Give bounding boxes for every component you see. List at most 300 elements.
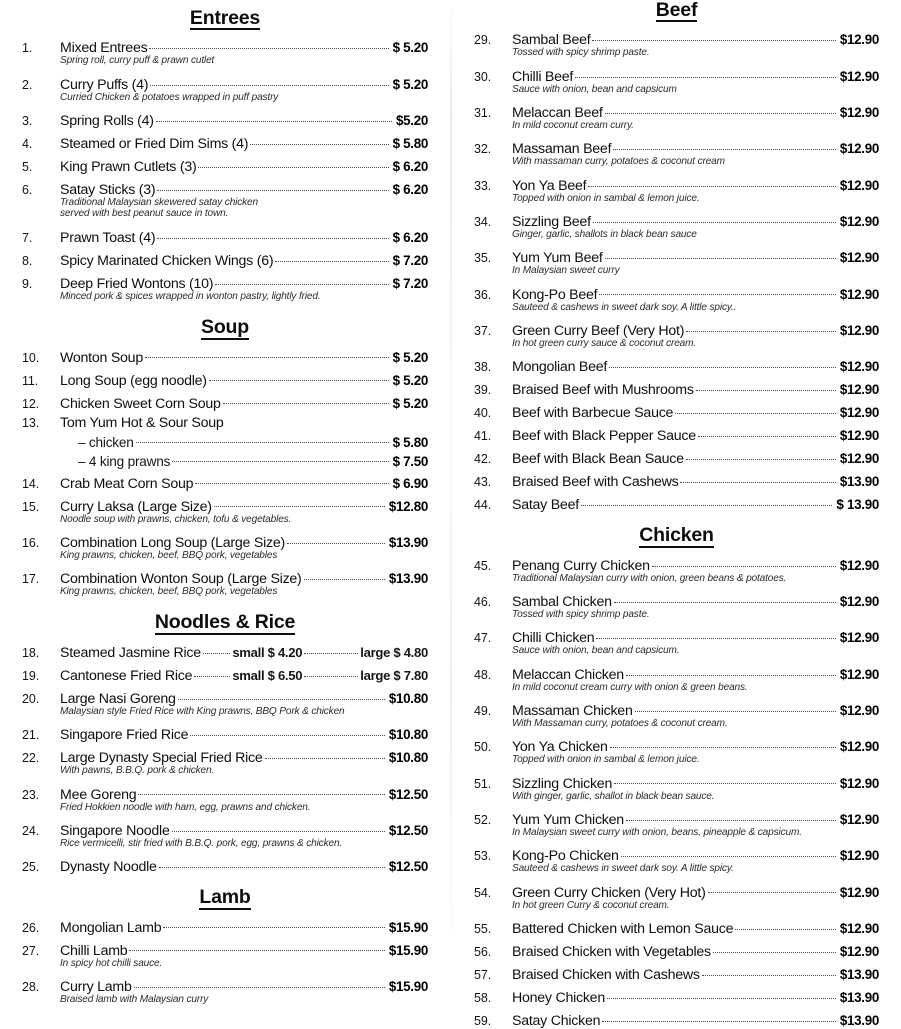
menu-item [22, 641, 428, 661]
menu-item-body [60, 531, 428, 562]
menu-item-price: $12.90 [839, 32, 879, 48]
menu-item-name: Battered Chicken with Lemon Sauce [512, 920, 734, 937]
section-title: Lamb [199, 886, 251, 909]
dot-leader [608, 735, 838, 751]
menu-item-row [474, 447, 879, 467]
menu-item-price: $ 5.20 [392, 76, 428, 92]
menu-item-number: 6. [22, 183, 33, 198]
dot-leader [302, 664, 360, 680]
menu-item-name-row [512, 963, 879, 983]
menu-item-number: 35. [474, 251, 492, 266]
menu-item-name-row [512, 355, 879, 375]
dot-leader [192, 664, 232, 680]
menu-item-price: $12.90 [839, 848, 879, 864]
menu-item-body [512, 283, 879, 314]
menu-item [22, 178, 428, 221]
dot-leader [619, 844, 838, 860]
menu-item-name-row [60, 567, 428, 587]
dot-leader [600, 1009, 838, 1025]
menu-item-name-row [512, 65, 879, 85]
menu-item-name: Beef with Barbecue Sauce [512, 405, 674, 422]
menu-item-description: In Malaysian sweet curry with onion, beans, pineapple & capsicum. [512, 826, 802, 838]
dot-leader [591, 210, 838, 226]
menu-item-name-row [60, 819, 428, 839]
menu-item-price: $12.90 [839, 703, 879, 718]
section-header-wrap [474, 525, 879, 547]
menu-right-column [452, 0, 901, 1029]
menu-item-name-row [60, 495, 428, 515]
menu-item-name: Long Soup (egg noodle) [60, 372, 207, 389]
menu-item-description: Sauteed & cashews in sweet dark soy. A little spicy.. [512, 301, 737, 313]
menu-item-number: 53. [474, 849, 492, 864]
menu-item [22, 723, 428, 743]
menu-item-row [22, 472, 428, 492]
menu-item-name-row [512, 554, 879, 574]
dot-leader [733, 917, 838, 933]
menu-item-body [60, 641, 428, 661]
menu-item-price: $12.90 [839, 775, 879, 791]
menu-item-suboption-label: – chicken [78, 434, 134, 450]
menu-item-price: $12.50 [388, 859, 428, 875]
menu-item-row [22, 392, 428, 412]
menu-item [22, 746, 428, 777]
menu-item-price: $12.90 [839, 105, 879, 121]
menu-item-number: 58. [474, 990, 492, 1005]
menu-item [22, 495, 428, 526]
menu-item-name: Braised Beef with Mushrooms [512, 382, 694, 399]
menu-item-description: Spring roll, curry puff & prawn cutlet [60, 55, 215, 67]
menu-item-suboption-price: $ 7.50 [392, 453, 428, 469]
menu-item-price: $12.90 [839, 630, 879, 646]
menu-item-number: 59. [474, 1013, 492, 1028]
section-header-wrap [22, 8, 428, 30]
menu-item-name: Mee Goreng [60, 786, 137, 803]
menu-item-row [22, 369, 428, 389]
menu-item-price: $12.90 [839, 359, 879, 375]
menu-item-body [60, 855, 428, 875]
menu-item [474, 772, 879, 803]
menu-item-number: 33. [474, 178, 492, 193]
menu-item-description: With Massaman curry, potatoes & coconut cream. [512, 718, 728, 729]
dot-leader [673, 401, 838, 417]
dot-leader [155, 226, 390, 242]
dot-leader [155, 178, 390, 194]
menu-item-description: Noodle soup with prawns, chicken, tofu & vegetables. [60, 513, 292, 525]
menu-item-price: $ 5.20 [392, 372, 428, 388]
menu-item-number: 11. [22, 373, 39, 388]
menu-item-price: $12.90 [839, 382, 879, 398]
menu-item-row [474, 881, 879, 912]
menu-item [22, 109, 428, 129]
menu-item-row [474, 940, 879, 960]
dot-leader [147, 36, 390, 52]
menu-item-number: 21. [22, 728, 40, 743]
menu-item-price: $15.90 [388, 978, 428, 994]
dot-leader [132, 975, 387, 991]
menu-item [474, 401, 879, 421]
menu-item-row [22, 73, 428, 104]
menu-item-price: $12.90 [839, 884, 879, 900]
menu-item-price-small: small $ 4.20 [232, 644, 303, 660]
menu-item-name-row [60, 783, 428, 803]
dot-leader [633, 699, 838, 715]
menu-item-body [512, 844, 879, 875]
menu-item-price: $12.90 [839, 666, 879, 682]
menu-item-price: $12.90 [839, 943, 879, 959]
dot-leader [603, 101, 838, 117]
menu-item-price: $13.90 [839, 474, 879, 490]
menu-item-price: $12.90 [839, 286, 879, 302]
menu-item-row [22, 641, 428, 661]
menu-item-number: 38. [474, 360, 492, 375]
menu-item-number: 15. [22, 499, 40, 514]
menu-item-name-row [512, 844, 879, 864]
menu-item-number: 12. [22, 396, 40, 411]
menu-item-name: Yon Ya Beef [512, 177, 587, 194]
menu-item [22, 975, 428, 1006]
menu-item-price: $10.80 [388, 690, 428, 706]
menu-item-name-row [60, 939, 428, 959]
menu-item-name: Chilli Chicken [512, 630, 595, 647]
menu-item-price: $10.80 [388, 750, 428, 766]
menu-item-body [512, 699, 879, 730]
dot-leader [248, 132, 390, 148]
menu-item-row [22, 819, 428, 850]
menu-item-price: $15.90 [388, 942, 428, 958]
menu-item-name: Yum Yum Chicken [512, 811, 624, 828]
menu-item-body [60, 746, 428, 777]
menu-item-body [512, 137, 879, 168]
dot-leader [624, 663, 838, 679]
menu-item-row [22, 531, 428, 562]
section-header-lamb [22, 887, 428, 909]
menu-item [22, 783, 428, 814]
menu-item-row [474, 986, 879, 1006]
menu-item-row [22, 855, 428, 875]
menu-item-price: $13.90 [388, 571, 428, 587]
menu-item-row [474, 424, 879, 444]
menu-item-number: 5. [22, 160, 33, 175]
menu-item-body [60, 73, 428, 104]
menu-item-body [60, 916, 428, 936]
menu-item-body [60, 975, 428, 1006]
menu-item [474, 808, 879, 839]
menu-item [474, 355, 879, 375]
menu-item-name: Penang Curry Chicken [512, 557, 650, 574]
menu-item [22, 472, 428, 492]
menu-item-name: Large Nasi Goreng [60, 690, 176, 707]
dot-leader [188, 723, 387, 739]
menu-item-body [512, 447, 879, 467]
menu-item [474, 378, 879, 398]
menu-item-body [60, 249, 428, 269]
menu-item-body [60, 415, 428, 469]
menu-item-row [22, 746, 428, 777]
menu-item-description: Rice vermicelli, stir fried with B.B.Q. pork, egg, prawns & chicken. [60, 837, 343, 849]
menu-item-description: In hot green curry sauce & coconut cream. [512, 337, 697, 349]
menu-item-name: Beef with Black Bean Sauce [512, 451, 684, 468]
menu-item-price: $ 7.20 [392, 252, 428, 268]
menu-item-name: Braised Chicken with Vegetables [512, 943, 711, 960]
dot-leader [154, 109, 394, 125]
menu-item-number: 8. [22, 253, 33, 268]
menu-item-price: $12.90 [839, 68, 879, 84]
menu-item-name: Melaccan Beef [512, 105, 603, 122]
menu-item-price: $12.90 [839, 322, 879, 338]
section-header-wrap [22, 612, 428, 634]
menu-left-column [0, 0, 450, 1005]
menu-item-number: 50. [474, 740, 492, 755]
menu-item-name-row [60, 346, 428, 366]
menu-section-beef [474, 0, 879, 513]
menu-item-description: served with best peanut sauce in town. [60, 208, 229, 220]
menu-item-body [512, 772, 879, 803]
menu-item-body [512, 65, 879, 96]
menu-item-subrow [60, 431, 428, 450]
menu-item-price-large: large $ 4.80 [360, 644, 428, 660]
menu-item-suboption-price: $ 5.80 [392, 434, 428, 450]
menu-item-name: Combination Wonton Soup (Large Size) [60, 571, 302, 588]
dot-leader [212, 495, 387, 511]
menu-item [22, 687, 428, 718]
menu-item-description: In Malaysian sweet curry [512, 265, 620, 277]
menu-item-name: Yon Ya Chicken [512, 739, 608, 756]
section-header-entrees [22, 8, 428, 30]
menu-item-name: Prawn Toast (4) [60, 229, 156, 246]
menu-item-body [60, 36, 428, 67]
menu-item-number: 42. [474, 452, 492, 467]
dot-leader [612, 772, 838, 788]
menu-item-name-row [512, 210, 879, 230]
dot-leader [302, 567, 387, 583]
menu-item [22, 531, 428, 562]
menu-item [474, 210, 879, 241]
menu-item [474, 470, 879, 490]
menu-item-name: Curry Lamb [60, 978, 132, 995]
menu-item-name: Melaccan Chicken [512, 666, 624, 683]
menu-item-body [60, 495, 428, 526]
menu-item-row [22, 567, 428, 598]
menu-item-name-row [60, 687, 428, 707]
menu-item-body [512, 355, 879, 375]
menu-item-description: Topped with onion in sambal & lemon juice. [512, 192, 700, 204]
menu-item-row [474, 101, 879, 132]
menu-item-number: 37. [474, 323, 492, 338]
menu-item-number: 43. [474, 475, 492, 490]
menu-item-name: Dynasty Noodle [60, 859, 157, 876]
section-title: Noodles & Rice [154, 611, 296, 634]
menu-item-number: 14. [22, 476, 40, 491]
menu-item-name: Massaman Beef [512, 141, 612, 158]
menu-item-row [22, 132, 428, 152]
menu-item-price: $ 7.20 [392, 275, 428, 291]
dot-leader [597, 283, 837, 299]
menu-item-description: King prawns, chicken, beef, BBQ pork, vegetables [60, 549, 278, 561]
menu-item-price: $ 5.20 [392, 395, 428, 411]
menu-item-body [512, 493, 879, 513]
menu-item-body [512, 470, 879, 490]
menu-item-row [474, 1009, 879, 1029]
menu-item-number: 22. [22, 751, 40, 766]
menu-item-name: Mongolian Lamb [60, 919, 162, 936]
menu-item-name-row [60, 226, 428, 246]
menu-item-name: Chilli Beef [512, 68, 574, 85]
menu-item-number: 17. [22, 572, 40, 587]
menu-item [474, 699, 879, 730]
menu-item-name-row [512, 101, 879, 121]
menu-item-number: 9. [22, 276, 33, 291]
menu-item-description: Topped with onion in sambal & lemon juice. [512, 754, 700, 766]
dot-leader [136, 783, 386, 799]
menu-item-row [22, 249, 428, 269]
menu-item-body [60, 723, 428, 743]
menu-item-name: Deep Fried Wontons (10) [60, 275, 214, 292]
menu-item-number: 3. [22, 114, 33, 129]
dot-leader [711, 940, 838, 956]
menu-item-price: $ 6.20 [392, 182, 428, 198]
menu-item-name: Yum Yum Beef [512, 250, 603, 267]
menu-item-row [474, 174, 879, 205]
menu-item-name: Braised Beef with Cashews [512, 474, 679, 491]
menu-item-body [512, 319, 879, 350]
menu-item-row [474, 378, 879, 398]
menu-item [474, 137, 879, 168]
menu-item-row [22, 916, 428, 936]
menu-item-description: Braised lamb with Malaysian curry [60, 993, 209, 1005]
menu-item-description: Ginger, garlic, shallots in black bean sauce [512, 229, 697, 241]
menu-item-price: $12.90 [839, 920, 879, 936]
menu-item-row [474, 283, 879, 314]
menu-item-number: 29. [474, 33, 492, 48]
menu-item-price: $12.90 [839, 405, 879, 421]
menu-item-row [474, 493, 879, 513]
menu-item-number: 55. [474, 921, 492, 936]
menu-item-body [60, 109, 428, 129]
menu-item-row [22, 226, 428, 246]
dot-leader [573, 65, 838, 81]
menu-item-name: Satay Beef [512, 497, 579, 514]
menu-item [474, 963, 879, 983]
menu-item-row [474, 626, 879, 657]
dot-leader [148, 73, 390, 89]
menu-item-number: 52. [474, 812, 492, 827]
menu-item [474, 590, 879, 621]
menu-item [22, 819, 428, 850]
menu-item [22, 155, 428, 175]
menu-item-name-row [512, 881, 879, 901]
dot-leader [650, 554, 838, 570]
menu-item-number: 40. [474, 406, 492, 421]
menu-item [22, 36, 428, 67]
menu-item-number: 45. [474, 558, 492, 573]
menu-item-row [474, 470, 879, 490]
menu-item-name-row [512, 470, 879, 490]
menu-item-row [22, 109, 428, 129]
menu-item [22, 916, 428, 936]
menu-item-name-row [512, 174, 879, 194]
menu-item-body [512, 101, 879, 132]
menu-item-price: $12.90 [839, 141, 879, 157]
menu-item-price: $12.90 [839, 811, 879, 827]
menu-item-name: King Prawn Cutlets (3) [60, 159, 197, 176]
menu-item-row [474, 319, 879, 350]
menu-item-number: 51. [474, 776, 492, 791]
menu-item-price: $ 5.20 [392, 40, 428, 56]
menu-item-name: Steamed or Fried Dim Sims (4) [60, 136, 249, 153]
menu-item-row [22, 272, 428, 303]
dot-leader [193, 472, 390, 488]
menu-item-price: $ 6.20 [392, 159, 428, 175]
section-header-soup [22, 317, 428, 339]
menu-item-name-row [512, 940, 879, 960]
menu-section-lamb [22, 887, 428, 1006]
menu-item-body [60, 687, 428, 718]
menu-item-number: 4. [22, 137, 33, 152]
section-header-wrap [474, 0, 879, 22]
menu-item-name-row [60, 641, 428, 661]
menu-item-body [60, 567, 428, 598]
menu-item-name-row [60, 723, 428, 743]
menu-item [474, 65, 879, 96]
menu-item-body [512, 808, 879, 839]
menu-item-subrow [60, 450, 428, 469]
section-title: Entrees [189, 7, 261, 29]
menu-item-name: Sambal Chicken [512, 594, 612, 611]
menu-item-row [474, 735, 879, 766]
menu-item-name: Sizzling Beef [512, 214, 591, 231]
menu-item [474, 174, 879, 205]
menu-item-name: Crab Meat Corn Soup [60, 475, 194, 492]
menu-item-body [512, 881, 879, 912]
menu-item-name-row [60, 531, 428, 551]
menu-item-body [512, 917, 879, 937]
dot-leader [161, 916, 386, 932]
menu-item-description: In hot green Curry & coconut cream. [512, 899, 670, 911]
menu-item-description: Sauce with onion, bean and capsicum [512, 83, 677, 95]
menu-item-name-row [60, 249, 428, 269]
menu-item-price: $12.80 [388, 498, 428, 514]
menu-item-name-row [60, 109, 428, 129]
menu-item-name: Chicken Sweet Corn Soup [60, 395, 221, 412]
menu-item-row [474, 65, 879, 96]
menu-item-name: Curry Puffs (4) [60, 76, 149, 93]
menu-item [22, 73, 428, 104]
dot-leader [594, 626, 837, 642]
menu-item-name: Sambal Beef [512, 32, 591, 49]
menu-item-number: 48. [474, 667, 492, 682]
menu-item [474, 940, 879, 960]
menu-item-row [474, 137, 879, 168]
dot-leader [612, 590, 838, 606]
menu-item-name-row [512, 447, 879, 467]
menu-item-body [60, 664, 428, 684]
menu-item-body [60, 369, 428, 389]
menu-item-row [22, 939, 428, 970]
menu-item-number: 39. [474, 383, 492, 398]
dot-leader [143, 346, 391, 362]
menu-item-price: $12.90 [839, 739, 879, 755]
menu-item-row [474, 28, 879, 59]
menu-item [22, 855, 428, 875]
menu-item-name-row [60, 132, 428, 152]
menu-item-name-row [60, 155, 428, 175]
menu-item-number: 23. [22, 787, 40, 802]
menu-item-name: Satay Sticks (3) [60, 182, 156, 199]
menu-item-body [512, 401, 879, 421]
menu-item-description: Tossed with spicy shrimp paste. [512, 47, 650, 59]
menu-item-number: 27. [22, 943, 40, 958]
menu-item-name: Spring Rolls (4) [60, 113, 154, 130]
